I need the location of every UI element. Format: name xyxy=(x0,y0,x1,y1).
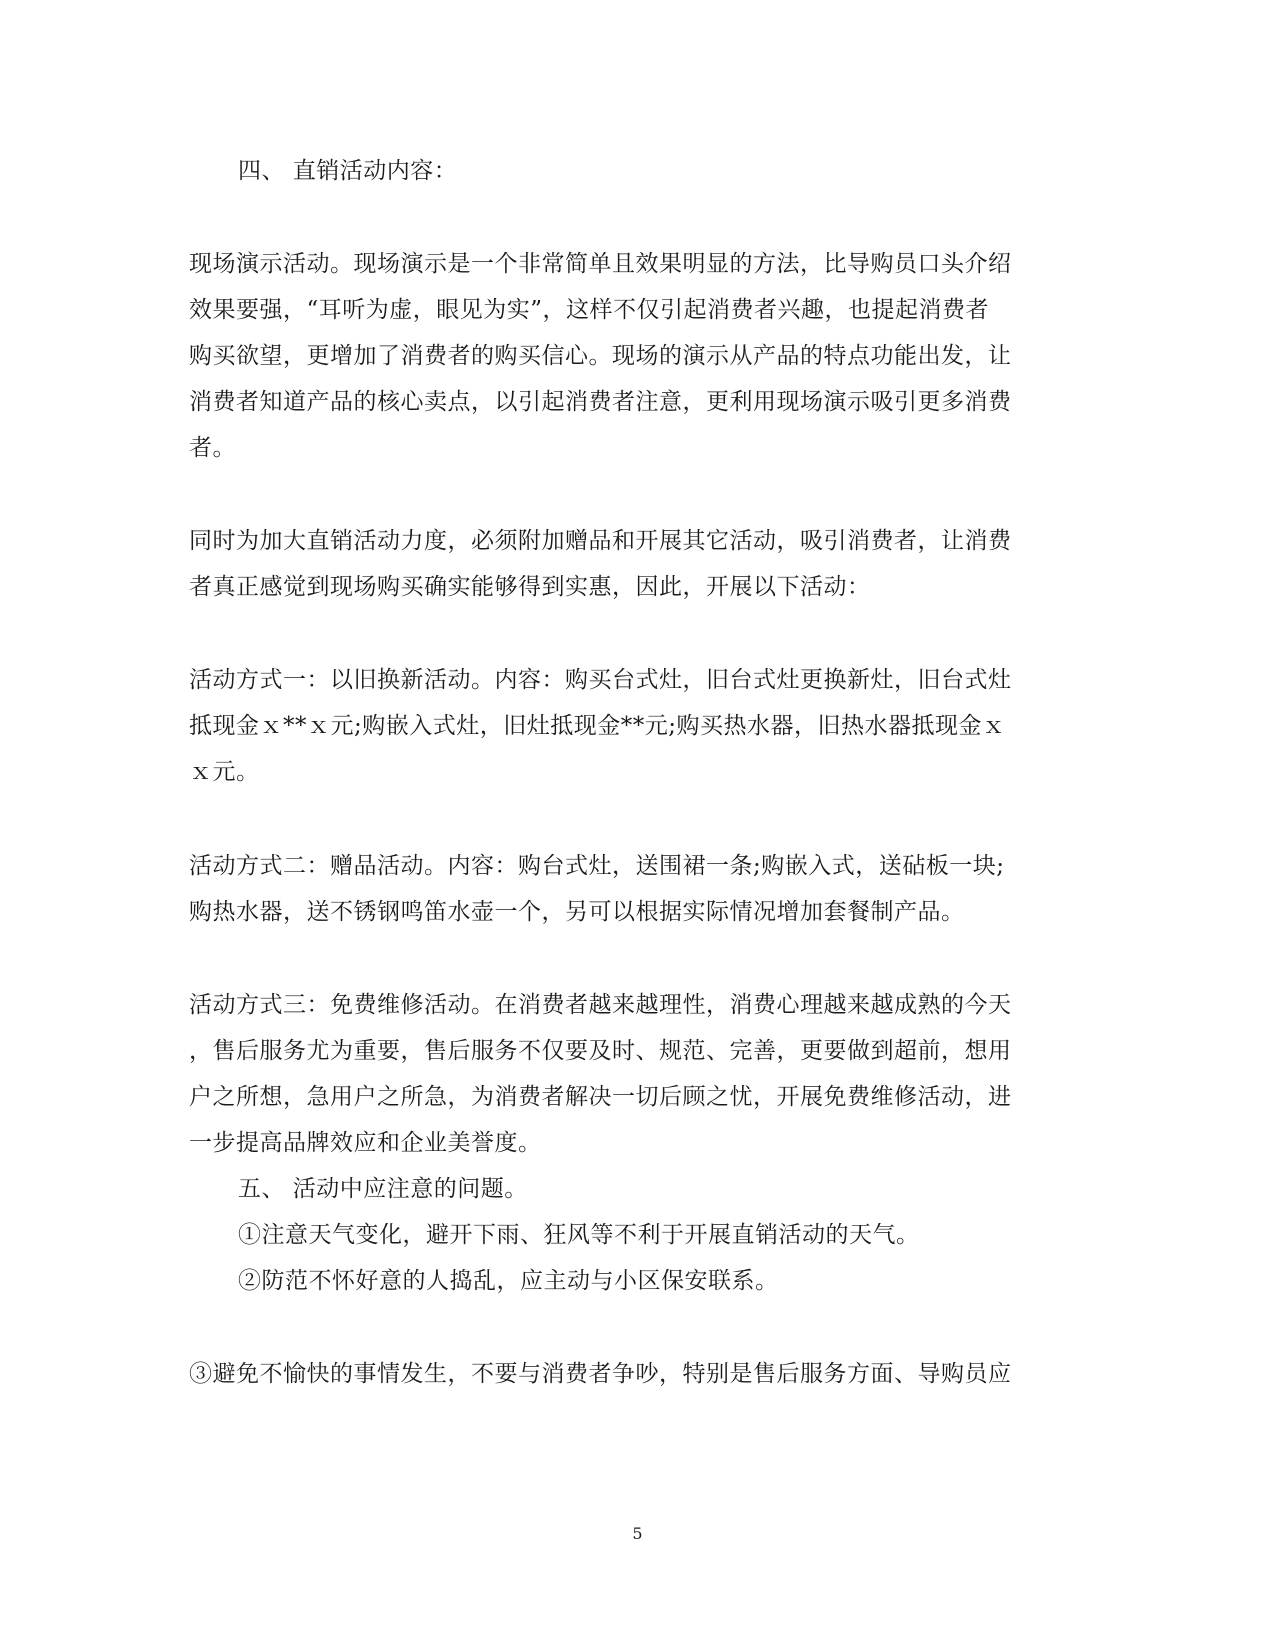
paragraph-line: 现场演示活动。现场演示是一个非常简单且效果明显的方法，比导购员口头介绍 xyxy=(189,251,1012,277)
section-heading-4: 四、 直销活动内容： xyxy=(238,158,458,184)
paragraph-line: 购热水器，送不锈钢鸣笛水壶一个，另可以根据实际情况增加套餐制产品。 xyxy=(189,899,965,925)
paragraph-line: 者真正感觉到现场购买确实能够得到实惠，因此，开展以下活动： xyxy=(189,574,871,600)
list-item: ②防范不怀好意的人捣乱，应主动与小区保安联系。 xyxy=(238,1268,779,1294)
section-heading-5: 五、 活动中应注意的问题。 xyxy=(238,1176,528,1202)
paragraph-line: 效果要强，“耳听为虚，眼见为实”，这样不仅引起消费者兴趣，也提起消费者 xyxy=(189,297,990,323)
paragraph-line: 活动方式一：以旧换新活动。内容：购买台式灶，旧台式灶更换新灶，旧台式灶 xyxy=(189,667,1012,693)
paragraph-line: 者。 xyxy=(189,435,236,461)
paragraph-line: ｘ元。 xyxy=(189,759,260,785)
paragraph-line: 购买欲望，更增加了消费者的购买信心。现场的演示从产品的特点功能出发，让 xyxy=(189,343,1012,369)
paragraph-line: 户之所想，急用户之所急，为消费者解决一切后顾之忧，开展免费维修活动，进 xyxy=(189,1084,1012,1110)
paragraph-line: 同时为加大直销活动力度，必须附加赠品和开展其它活动，吸引消费者，让消费 xyxy=(189,528,1012,554)
paragraph-line: ③避免不愉快的事情发生，不要与消费者争吵，特别是售后服务方面、导购员应 xyxy=(189,1361,1012,1387)
paragraph-line: ，售后服务尤为重要，售后服务不仅要及时、规范、完善，更要做到超前，想用 xyxy=(189,1038,1012,1064)
paragraph-line: 活动方式二：赠品活动。内容：购台式灶，送围裙一条;购嵌入式，送砧板一块; xyxy=(189,853,1005,879)
paragraph-line: 消费者知道产品的核心卖点，以引起消费者注意，更利用现场演示吸引更多消费 xyxy=(189,389,1012,415)
page-number: 5 xyxy=(632,1524,643,1543)
paragraph-line: 抵现金ｘ**ｘ元;购嵌入式灶，旧灶抵现金**元;购买热水器，旧热水器抵现金ｘ xyxy=(189,713,1006,739)
list-item: ①注意天气变化，避开下雨、狂风等不利于开展直销活动的天气。 xyxy=(238,1222,920,1248)
paragraph-line: 活动方式三：免费维修活动。在消费者越来越理性，消费心理越来越成熟的今天 xyxy=(189,992,1012,1018)
paragraph-line: 一步提高品牌效应和企业美誉度。 xyxy=(189,1130,542,1156)
